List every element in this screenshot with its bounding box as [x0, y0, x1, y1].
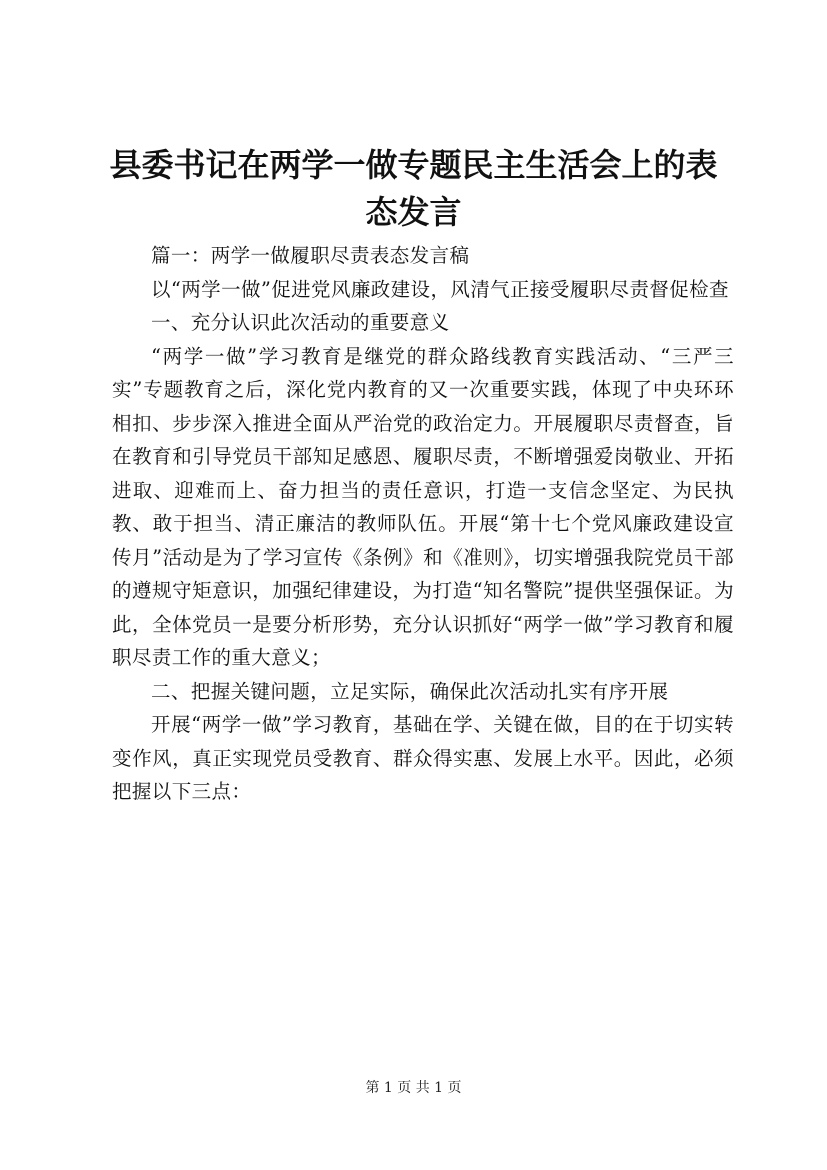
document-title: 县委书记在两学一做专题民主生活会上的表态发言 [109, 146, 718, 231]
page-footer: 第 1 页 共 1 页 [365, 1080, 462, 1096]
paragraph-body-one: “两学一做”学习教育是继党的群众路线教育实践活动、“三严三实”专题教育之后，深化党内教育的又一次重要实践，体现了中央环环相扣、步步深入推进全面从严治党的政治定力。开展履职尽责督查，旨在教育和引导党员干部知足感恩、履职尽责，不断增强爱岗敬业、开拓进取、迎难而上、奋力担当的责任意识，打造一支信念坚定、为民执教、敢于担当、清正廉洁的教师队伍。开展“第十七个党风廉政建设宣传月”活动是为了学习宣传《条例》和《准则》，切实增强我院党员干部的遵规守矩意识，加强纪律建设，为打造“知名警院”提供坚强保证。为此，全体党员一是要分析形势，充分认识抓好“两学一做”学习教育和履职尽责工作的重大意义； [112, 344, 734, 669]
paragraph-subtitle: 以“两学一做”促进党风廉政建设，风清气正接受履职尽责督促检查 [151, 277, 729, 301]
paragraph-body-two: 开展“两学一做”学习教育，基础在学、关键在做，目的在于切实转变作风，真正实现党员受教育、群众得实惠、发展上水平。因此，必须把握以下三点： [112, 713, 734, 803]
paragraph-section-heading: 篇一：两学一做履职尽责表态发言稿 [151, 244, 470, 267]
document-body [112, 239, 734, 809]
paragraph-heading-two: 二、把握关键问题，立足实际，确保此次活动扎实有序开展 [151, 679, 669, 703]
paragraph-heading-one: 一、充分认识此次活动的重要意义 [151, 311, 450, 334]
